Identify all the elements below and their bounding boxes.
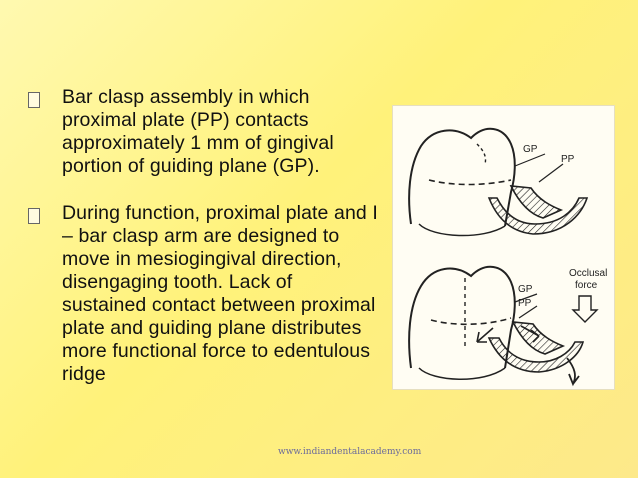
bullet-text: During function, proximal plate and I – bar clasp arm are designed to move in mesiogingival direction, disengaging tooth. Lack of sustained contact between proximal plate and guiding plane distributes more functional force to edentulous ridge bbox=[62, 202, 378, 385]
top-proximal-plate bbox=[511, 186, 561, 218]
occlusal-force-label-line1: Occlusal bbox=[569, 268, 608, 279]
bottom-gp-label: GP bbox=[518, 284, 533, 295]
top-gp-label: GP bbox=[523, 144, 538, 155]
clasp-diagram bbox=[392, 105, 615, 390]
occlusal-force-label-line2: force bbox=[575, 280, 598, 291]
top-tooth-diagram bbox=[409, 129, 587, 236]
top-pp-leader bbox=[539, 164, 563, 182]
bottom-gingiva-line bbox=[431, 318, 511, 324]
bottom-pp-label: PP bbox=[518, 298, 532, 309]
bullet-marker-icon bbox=[28, 92, 40, 108]
top-tooth-root bbox=[419, 224, 505, 236]
bullet-item bbox=[28, 86, 378, 178]
bottom-tooth-diagram bbox=[409, 267, 607, 384]
bottom-tooth-root bbox=[419, 368, 505, 379]
top-gingiva-line bbox=[429, 180, 511, 185]
bullet-text: Bar clasp assembly in which proximal plate (PP) contacts approximately 1 mm of gingival portion of guiding plane (GP). bbox=[62, 86, 334, 177]
bullet-marker-icon bbox=[28, 208, 40, 224]
top-pp-label: PP bbox=[561, 154, 575, 165]
watermark: www.indiandentalacademy.com bbox=[278, 447, 422, 457]
occlusal-force-arrow-icon bbox=[573, 296, 597, 322]
bottom-proximal-plate bbox=[513, 322, 563, 354]
bottom-clasp-arrow bbox=[567, 358, 579, 384]
clasp-diagram-svg bbox=[393, 106, 614, 389]
top-gp-leader bbox=[515, 154, 545, 166]
top-guiding-plane bbox=[477, 144, 486, 164]
bullet-item bbox=[28, 202, 378, 386]
bullet-list bbox=[28, 86, 378, 410]
